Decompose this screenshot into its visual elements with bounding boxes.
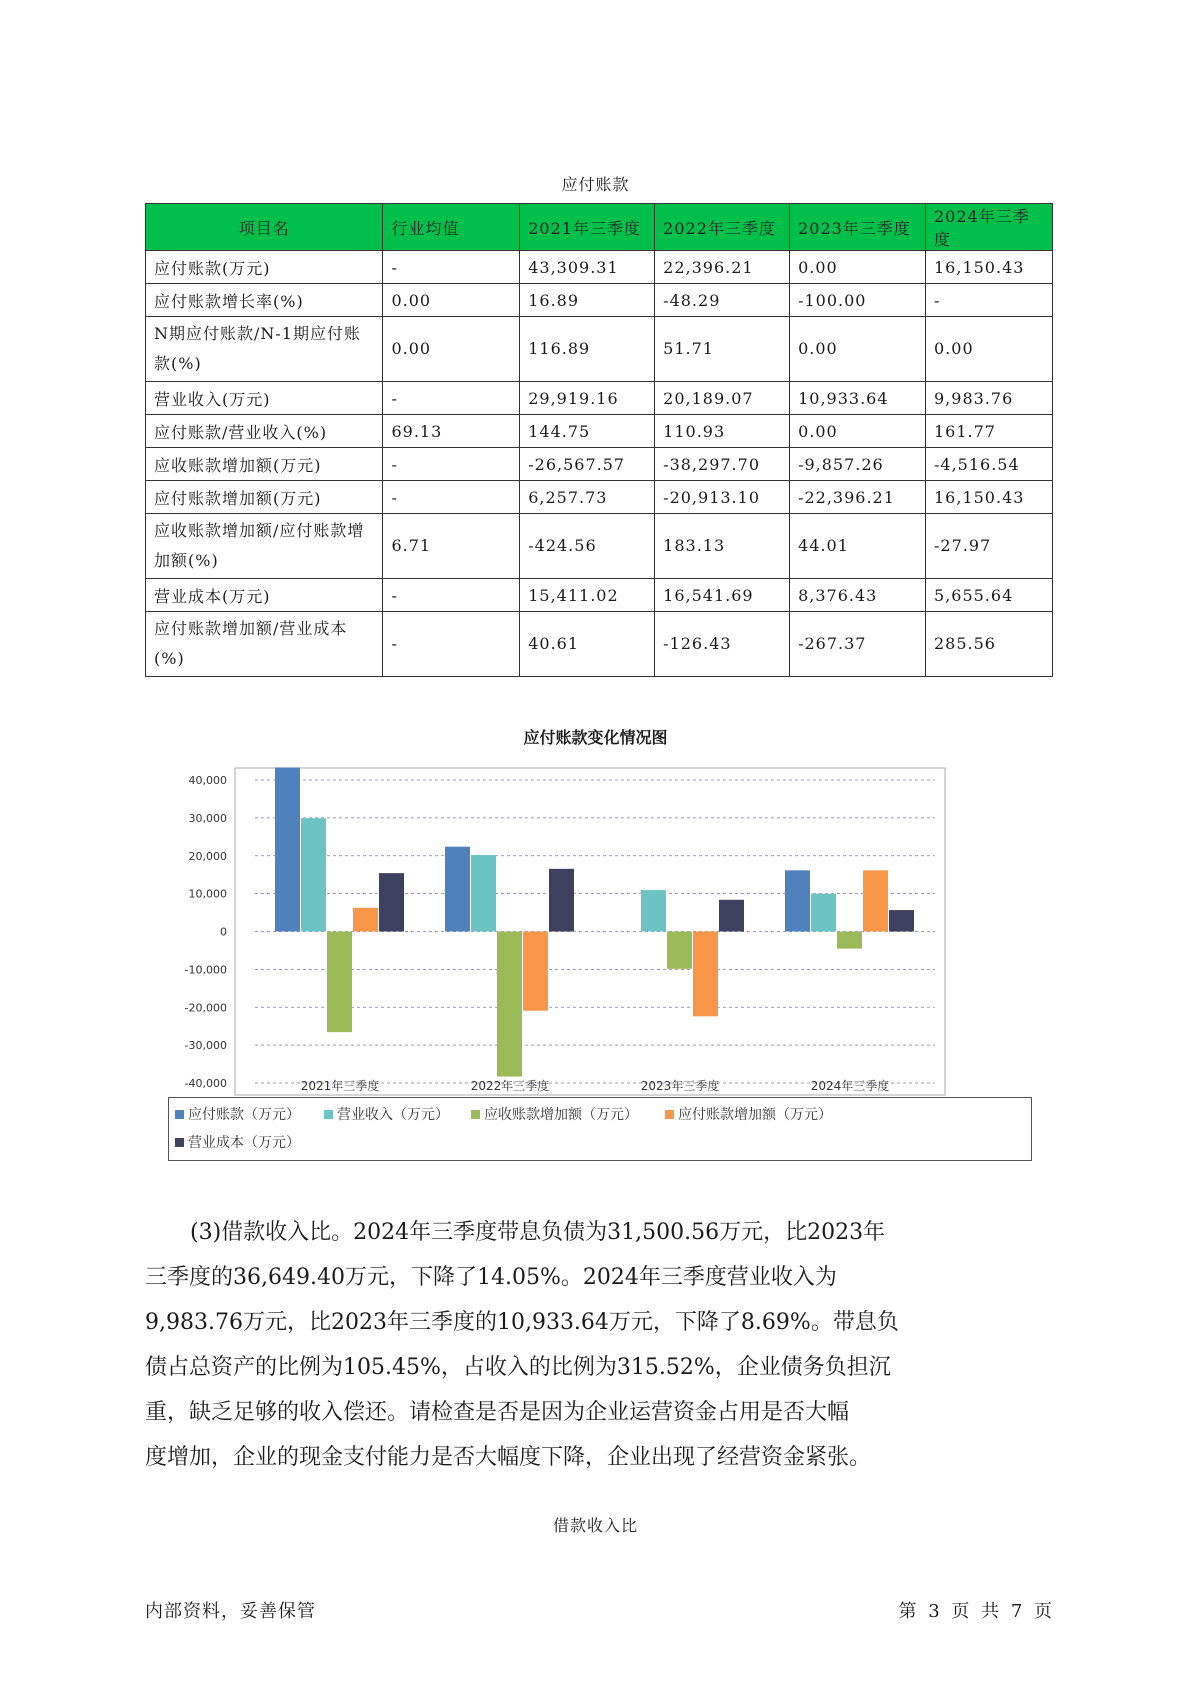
table-cell: -38,297.70	[655, 448, 790, 481]
table-title: 应付账款	[561, 175, 630, 194]
table-cell: 0.00	[790, 251, 926, 284]
table-cell: 16.89	[520, 284, 655, 317]
bar-chart	[155, 760, 1035, 1100]
bar	[719, 900, 744, 932]
legend-swatch	[665, 1110, 674, 1119]
legend-swatch	[175, 1138, 184, 1147]
table-cell: -20,913.10	[655, 481, 790, 514]
table-cell: -9,857.26	[790, 448, 926, 481]
legend-item	[175, 1104, 300, 1124]
bar	[693, 932, 718, 1017]
y-tick-label: -20,000	[184, 1001, 227, 1015]
chart-title: 应付账款变化情况图	[523, 728, 668, 747]
table-row	[146, 251, 1053, 284]
bar	[301, 818, 326, 931]
legend-label: 营业收入（万元）	[337, 1107, 449, 1123]
legend-swatch	[471, 1110, 480, 1119]
table-cell: 16,541.69	[655, 579, 790, 612]
table-cell: -22,396.21	[790, 481, 926, 514]
bar	[353, 908, 378, 932]
bar	[497, 932, 522, 1077]
paragraph-line: 三季度的36,649.40万元，下降了14.05%。2024年三季度营业收入为	[145, 1265, 837, 1290]
table-cell: 110.93	[655, 415, 790, 448]
header-2023q3: 2023年三季度	[790, 204, 926, 251]
row-label: 营业成本(万元)	[146, 579, 383, 612]
table-cell: 20,189.07	[655, 382, 790, 415]
section-caption: 借款收入比	[552, 1516, 638, 1535]
table-row	[146, 284, 1053, 317]
table-cell: 144.75	[520, 415, 655, 448]
table-cell: -	[383, 448, 520, 481]
table-header-row	[146, 204, 1053, 251]
table-cell: 8,376.43	[790, 579, 926, 612]
legend-item	[175, 1132, 300, 1152]
table-cell: 0.00	[790, 317, 926, 382]
table-cell: 69.13	[383, 415, 520, 448]
table-cell: 16,150.43	[926, 251, 1053, 284]
x-tick-label: 2024年三季度	[810, 1079, 890, 1093]
footer-page-number: 第 3 页 共 7 页	[898, 1601, 1053, 1622]
legend-item	[471, 1104, 638, 1124]
row-label: 应付账款增加额/营业成本(%)	[146, 612, 383, 677]
table-cell: 0.00	[383, 317, 520, 382]
x-tick-label: 2023年三季度	[640, 1079, 720, 1093]
y-tick-label: -40,000	[184, 1077, 227, 1090]
bar	[863, 870, 888, 931]
header-2021q3: 2021年三季度	[520, 204, 655, 251]
table-cell: 29,919.16	[520, 382, 655, 415]
row-label: 应付账款(万元)	[146, 251, 383, 284]
table-row	[146, 382, 1053, 415]
table-cell: 22,396.21	[655, 251, 790, 284]
bar	[523, 932, 548, 1011]
legend-item	[665, 1104, 832, 1124]
table-row	[146, 612, 1053, 677]
table-cell: -424.56	[520, 514, 655, 579]
row-label: 应付账款/营业收入(%)	[146, 415, 383, 448]
header-2024q3: 2024年三季度	[926, 204, 1053, 251]
chart-legend	[168, 1097, 1032, 1161]
y-tick-label: 20,000	[188, 849, 227, 863]
paragraph-line: 重，缺乏足够的收入偿还。请检查是否是因为企业运营资金占用是否大幅	[145, 1400, 850, 1425]
row-label: 营业收入(万元)	[146, 382, 383, 415]
y-tick-label: -10,000	[184, 963, 227, 977]
footer-confidential: 内部资料，妥善保管	[145, 1601, 316, 1622]
table-cell: 51.71	[655, 317, 790, 382]
table-cell: -	[383, 251, 520, 284]
table-cell: 0.00	[926, 317, 1053, 382]
table-row	[146, 579, 1053, 612]
table-row	[146, 415, 1053, 448]
bar	[641, 890, 666, 931]
bar	[667, 932, 692, 969]
accounts-payable-table	[145, 203, 1053, 677]
row-label: 应付账款增加额(万元)	[146, 481, 383, 514]
y-tick-label: 30,000	[188, 811, 227, 825]
table-cell: -100.00	[790, 284, 926, 317]
table-cell: -	[383, 481, 520, 514]
table-cell: 6.71	[383, 514, 520, 579]
paragraph-line: 9,983.76万元，比2023年三季度的10,933.64万元，下降了8.69%。带息负	[145, 1310, 899, 1335]
bar	[471, 855, 496, 931]
table-row	[146, 448, 1053, 481]
table-cell: 6,257.73	[520, 481, 655, 514]
table-cell: 5,655.64	[926, 579, 1053, 612]
table-cell: 10,933.64	[790, 382, 926, 415]
legend-label: 应付账款（万元）	[188, 1107, 300, 1123]
table-cell: 285.56	[926, 612, 1053, 677]
table-cell: -48.29	[655, 284, 790, 317]
legend-label: 营业成本（万元）	[188, 1135, 300, 1151]
y-tick-label: 0	[220, 925, 227, 939]
legend-item	[324, 1104, 449, 1124]
header-industry-avg: 行业均值	[383, 204, 520, 251]
y-tick-label: 10,000	[188, 887, 227, 901]
table-cell: -126.43	[655, 612, 790, 677]
table-cell: -267.37	[790, 612, 926, 677]
bar	[445, 847, 470, 932]
bar	[837, 932, 862, 949]
legend-label: 应付账款增加额（万元）	[678, 1107, 832, 1123]
table-cell: 15,411.02	[520, 579, 655, 612]
legend-swatch	[175, 1110, 184, 1119]
table-cell: -	[383, 579, 520, 612]
bar	[275, 767, 300, 931]
table-cell: 161.77	[926, 415, 1053, 448]
table-cell: 9,983.76	[926, 382, 1053, 415]
body-paragraph	[145, 1210, 1060, 1480]
x-tick-label: 2021年三季度	[300, 1079, 380, 1093]
table-cell: -	[926, 284, 1053, 317]
row-label: N期应付账款/N-1期应付账款(%)	[146, 317, 383, 382]
header-2022q3: 2022年三季度	[655, 204, 790, 251]
table-row	[146, 514, 1053, 579]
table-cell: 40.61	[520, 612, 655, 677]
row-label: 应收账款增加额(万元)	[146, 448, 383, 481]
table-cell: 183.13	[655, 514, 790, 579]
table-cell: -4,516.54	[926, 448, 1053, 481]
table-cell: -26,567.57	[520, 448, 655, 481]
table-cell: -27.97	[926, 514, 1053, 579]
bar	[811, 894, 836, 932]
bar	[889, 910, 914, 931]
table-cell: 0.00	[790, 415, 926, 448]
table-cell: 116.89	[520, 317, 655, 382]
row-label: 应收账款增加额/应付账款增加额(%)	[146, 514, 383, 579]
table-row	[146, 317, 1053, 382]
table-cell: 16,150.43	[926, 481, 1053, 514]
header-item-name: 项目名	[146, 204, 383, 251]
x-tick-label: 2022年三季度	[470, 1079, 550, 1093]
table-cell: -	[383, 612, 520, 677]
paragraph-line: (3)借款收入比。2024年三季度带息负债为31,500.56万元，比2023年	[190, 1220, 886, 1245]
legend-swatch	[324, 1110, 333, 1119]
bar	[549, 869, 574, 932]
paragraph-line: 债占总资产的比例为105.45%，占收入的比例为315.52%，企业债务负担沉	[145, 1355, 891, 1380]
table-cell: 0.00	[383, 284, 520, 317]
legend-label: 应收账款增加额（万元）	[484, 1107, 638, 1123]
paragraph-line: 度增加，企业的现金支付能力是否大幅度下降，企业出现了经营资金紧张。	[145, 1445, 872, 1470]
table-cell: 44.01	[790, 514, 926, 579]
bar	[379, 873, 404, 931]
table-cell: 43,309.31	[520, 251, 655, 284]
table-row	[146, 481, 1053, 514]
table-cell: -	[383, 382, 520, 415]
y-tick-label: 40,000	[188, 774, 227, 787]
row-label: 应付账款增长率(%)	[146, 284, 383, 317]
y-tick-label: -30,000	[184, 1039, 227, 1053]
bar	[785, 870, 810, 931]
bar	[327, 932, 352, 1033]
